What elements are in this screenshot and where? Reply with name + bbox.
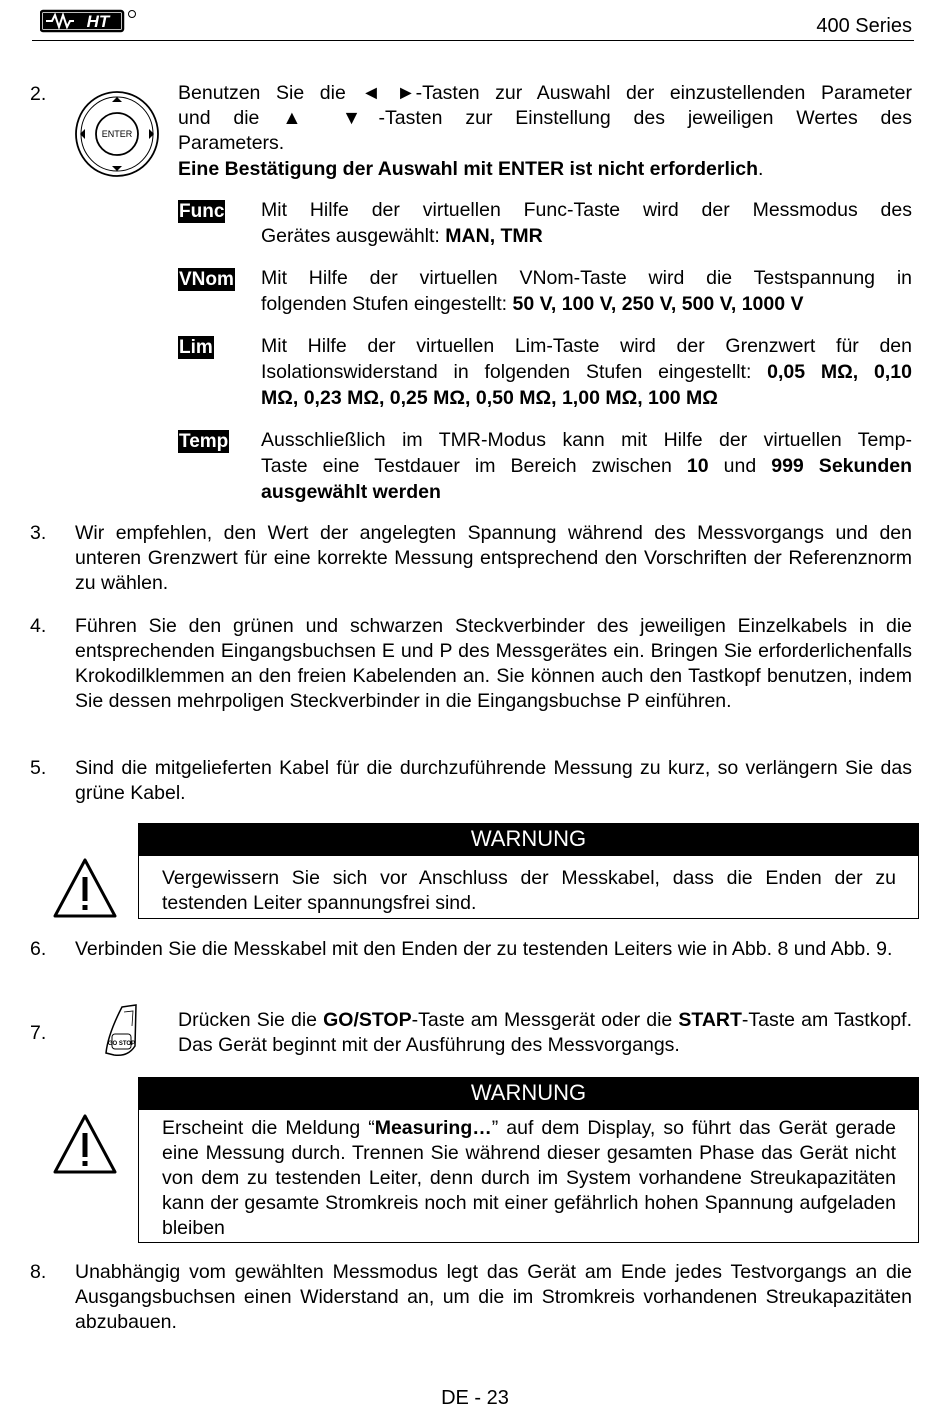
- step2-line2: und die ▲ ▼-Tasten zur Einstellung des jeweiligen Wertes des: [178, 107, 912, 129]
- header-rule: [32, 40, 914, 41]
- step-number: 4.: [30, 615, 47, 637]
- svg-text:ENTER: ENTER: [101, 129, 133, 139]
- warning-title: WARNUNG: [138, 1077, 919, 1109]
- vnom-key: VNom: [179, 269, 234, 290]
- warning-triangle-icon: [52, 857, 118, 919]
- warning-triangle-icon: [52, 1113, 118, 1175]
- lim-desc-line3: MΩ, 0,23 MΩ, 0,25 MΩ, 0,50 MΩ, 1,00 MΩ, 100 MΩ: [261, 387, 718, 409]
- page-number: DE - 23: [441, 1387, 509, 1409]
- warning2-text: Erscheint die Meldung “Measuring…” auf dem Display, so führt das Gerät gerade eine Messung durch. Trennen Sie während dieser gesamten Phase das Gerät nicht von dem zu testenden Leiter, denn durch im System vorhandene Streukapazitäten kann der gesamte Stromkreis noch mit einer gefährlich hohen Spannung aufgeladen bleiben: [162, 1117, 897, 1239]
- step2-line4: Eine Bestätigung der Auswahl mit ENTER ist nicht erforderlich.: [178, 158, 764, 180]
- series-title: 400 Series: [816, 15, 912, 37]
- svg-text:HT: HT: [86, 12, 110, 31]
- lim-desc-line1: Mit Hilfe der virtuellen Lim-Taste wird der Grenzwert für den: [261, 335, 912, 357]
- step-number: 8.: [30, 1261, 47, 1283]
- func-desc-line1: Mit Hilfe der virtuellen Func-Taste wird der Messmodus des: [261, 199, 912, 221]
- step7-text: Drücken Sie die GO/STOP-Taste am Messgerät oder die START-Taste am Tastkopf. Das Gerät beginnt mit der Ausführung des Messvorgangs.: [178, 1009, 912, 1056]
- temp-desc-line2: Taste eine Testdauer im Bereich zwischen 10 und 999 Sekunden: [261, 455, 912, 477]
- vnom-desc-line1: Mit Hilfe der virtuellen VNom-Taste wird die Testspannung in: [261, 267, 912, 289]
- temp-desc-line1: Ausschließlich im TMR-Modus kann mit Hilfe der virtuellen Temp-: [261, 429, 912, 451]
- ht-logo: [40, 8, 140, 34]
- go-stop-button-icon: [102, 1004, 140, 1058]
- vnom-desc-line2: folgenden Stufen eingestellt: 50 V, 100 V, 250 V, 500 V, 1000 V: [261, 293, 804, 315]
- lim-desc-line2: Isolationswiderstand in folgenden Stufen eingestellt: 0,05 MΩ, 0,10: [261, 361, 912, 383]
- step6-text: Verbinden Sie die Messkabel mit den Enden der zu testenden Leiters wie in Abb. 8 und Abb. 9.: [75, 938, 893, 960]
- step2-line3: Parameters.: [178, 132, 285, 154]
- func-desc-line2: Gerätes ausgewählt: MAN, TMR: [261, 225, 543, 247]
- step-number: 3.: [30, 522, 47, 544]
- step3-text: Wir empfehlen, den Wert der angelegten Spannung während des Messvorgangs und den unteren Grenzwert für eine korrekte Messung entsprechend den Vorschriften der Referenznorm zu wählen.: [75, 522, 912, 594]
- warning-title: WARNUNG: [138, 823, 919, 855]
- temp-desc-line3: ausgewählt werden: [261, 481, 441, 503]
- step2-line1: Benutzen Sie die ◄ ►-Tasten zur Auswahl der einzustellenden Parameter: [178, 82, 912, 104]
- svg-text:GO STOP: GO STOP: [107, 1041, 136, 1047]
- step-number: 7.: [30, 1022, 47, 1044]
- step4-text: Führen Sie den grünen und schwarzen Steckverbinder des jeweiligen Einzelkabels in die entsprechenden Eingangsbuchsen E und P des Messgerätes ein. Bringen Sie erforderlichenfalls Krokodilklemmen an den freien Kabelenden an. Sie können auch den Tastkopf benutzen, indem Sie dessen mehrpoligen Steckverbinder in die Eingangsbuchse P einführen.: [75, 615, 912, 712]
- func-key: Func: [179, 201, 225, 222]
- lim-key: Lim: [179, 337, 213, 358]
- step-number: 6.: [30, 938, 47, 960]
- step5-text: Sind die mitgelieferten Kabel für die durchzuführende Messung zu kurz, so verlängern Sie das grüne Kabel.: [75, 757, 912, 804]
- navigation-pad-icon: [72, 88, 162, 180]
- temp-key: Temp: [179, 431, 229, 452]
- step-number: 2.: [30, 83, 47, 105]
- step8-text: Unabhängig vom gewählten Messmodus legt das Gerät am Ende jedes Testvorgangs an die Ausgangsbuchsen einen Widerstand an, um die im Stromkreis vorhandenen Streukapazitäten abzubauen.: [75, 1261, 912, 1333]
- step-number: 5.: [30, 757, 47, 779]
- warning1-text: Vergewissern Sie sich vor Anschluss der Messkabel, dass die Enden der zu testenden Leiter spannungsfrei sind.: [162, 867, 896, 914]
